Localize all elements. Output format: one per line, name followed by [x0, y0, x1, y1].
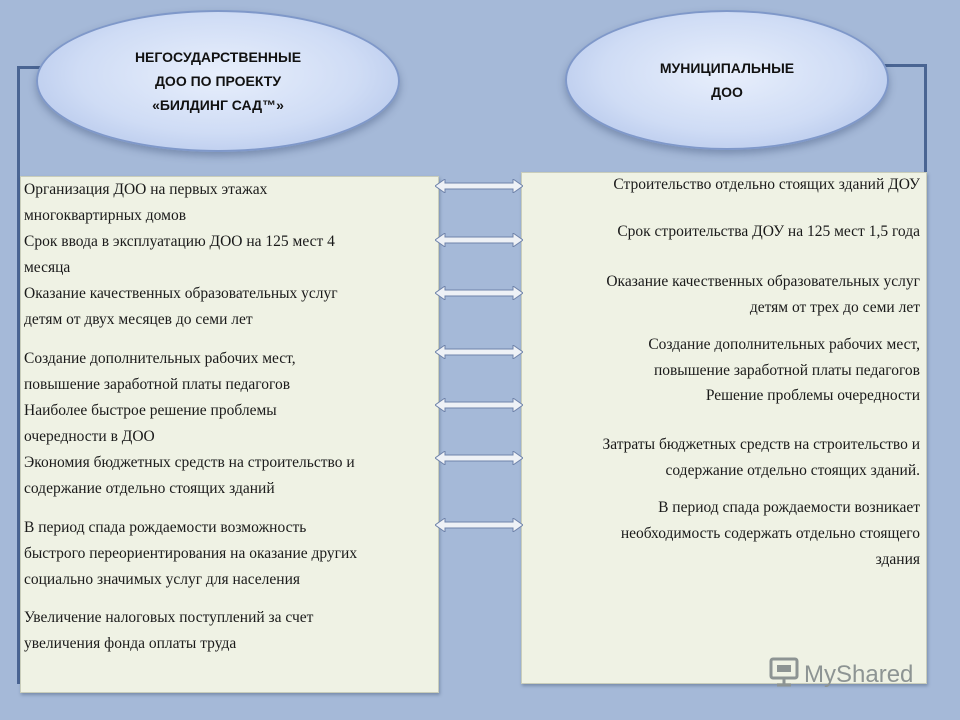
left-item: Оказание качественных образовательных услуг детям от двух месяцев до семи лет: [24, 285, 338, 328]
watermark-text: MyShared: [804, 660, 914, 688]
watermark-logo: [768, 656, 913, 693]
left-item: Создание дополнительных рабочих мест, повышение заработной платы педагогов: [24, 350, 296, 393]
double-arrow-icon: [435, 518, 523, 532]
double-arrow-icon: [435, 286, 523, 300]
left-item: Увеличение налоговых поступлений за счет увеличения фонда оплаты труда: [24, 609, 314, 652]
double-arrow-icon: [435, 233, 523, 247]
left-header-oval: [36, 10, 400, 152]
right-item: Оказание качественных образовательных услуг детям от трех до семи лет: [606, 273, 920, 316]
left-header-title: НЕГОСУДАРСТВЕННЫЕ ДОО ПО ПРОЕКТУ «БИЛДИНГ САД™»: [134, 49, 302, 113]
left-item: Экономия бюджетных средств на строительство и содержание отдельно стоящих зданий: [24, 454, 355, 497]
double-arrow-icon: [435, 345, 523, 359]
presentation-board-icon: [768, 656, 800, 693]
right-panel: [521, 172, 927, 684]
right-item: Срок строительства ДОУ на 125 мест 1,5 года: [617, 223, 920, 240]
double-arrow-icon: [435, 451, 523, 465]
right-header-oval: [565, 10, 889, 150]
left-item: Организация ДОО на первых этажах многоквартирных домов: [24, 181, 268, 224]
double-arrow-icon: [435, 398, 523, 412]
right-item: В период спада рождаемости возникает необходимость содержать отдельно стоящего здания: [620, 499, 920, 568]
right-frame-top-line: [880, 64, 927, 67]
left-item: Срок ввода в эксплуатацию ДОО на 125 мест 4 месяца: [24, 233, 335, 276]
double-arrow-icon: [435, 179, 523, 193]
right-header-title: МУНИЦИПАЛЬНЫЕ ДОО: [659, 60, 795, 100]
left-item: В период спада рождаемости возможность быстрого переориентирования на оказание других социально значимых услуг для населения: [24, 519, 358, 588]
right-item: Решение проблемы очередности: [705, 387, 920, 404]
left-item: Наиболее быстрое решение проблемы очередности в ДОО: [24, 402, 277, 445]
right-item: Строительство отдельно стоящих зданий ДОУ: [613, 176, 920, 193]
right-item: Создание дополнительных рабочих мест, повышение заработной платы педагогов: [648, 336, 920, 379]
right-item: Затраты бюджетных средств на строительство и содержание отдельно стоящих зданий.: [602, 436, 920, 479]
